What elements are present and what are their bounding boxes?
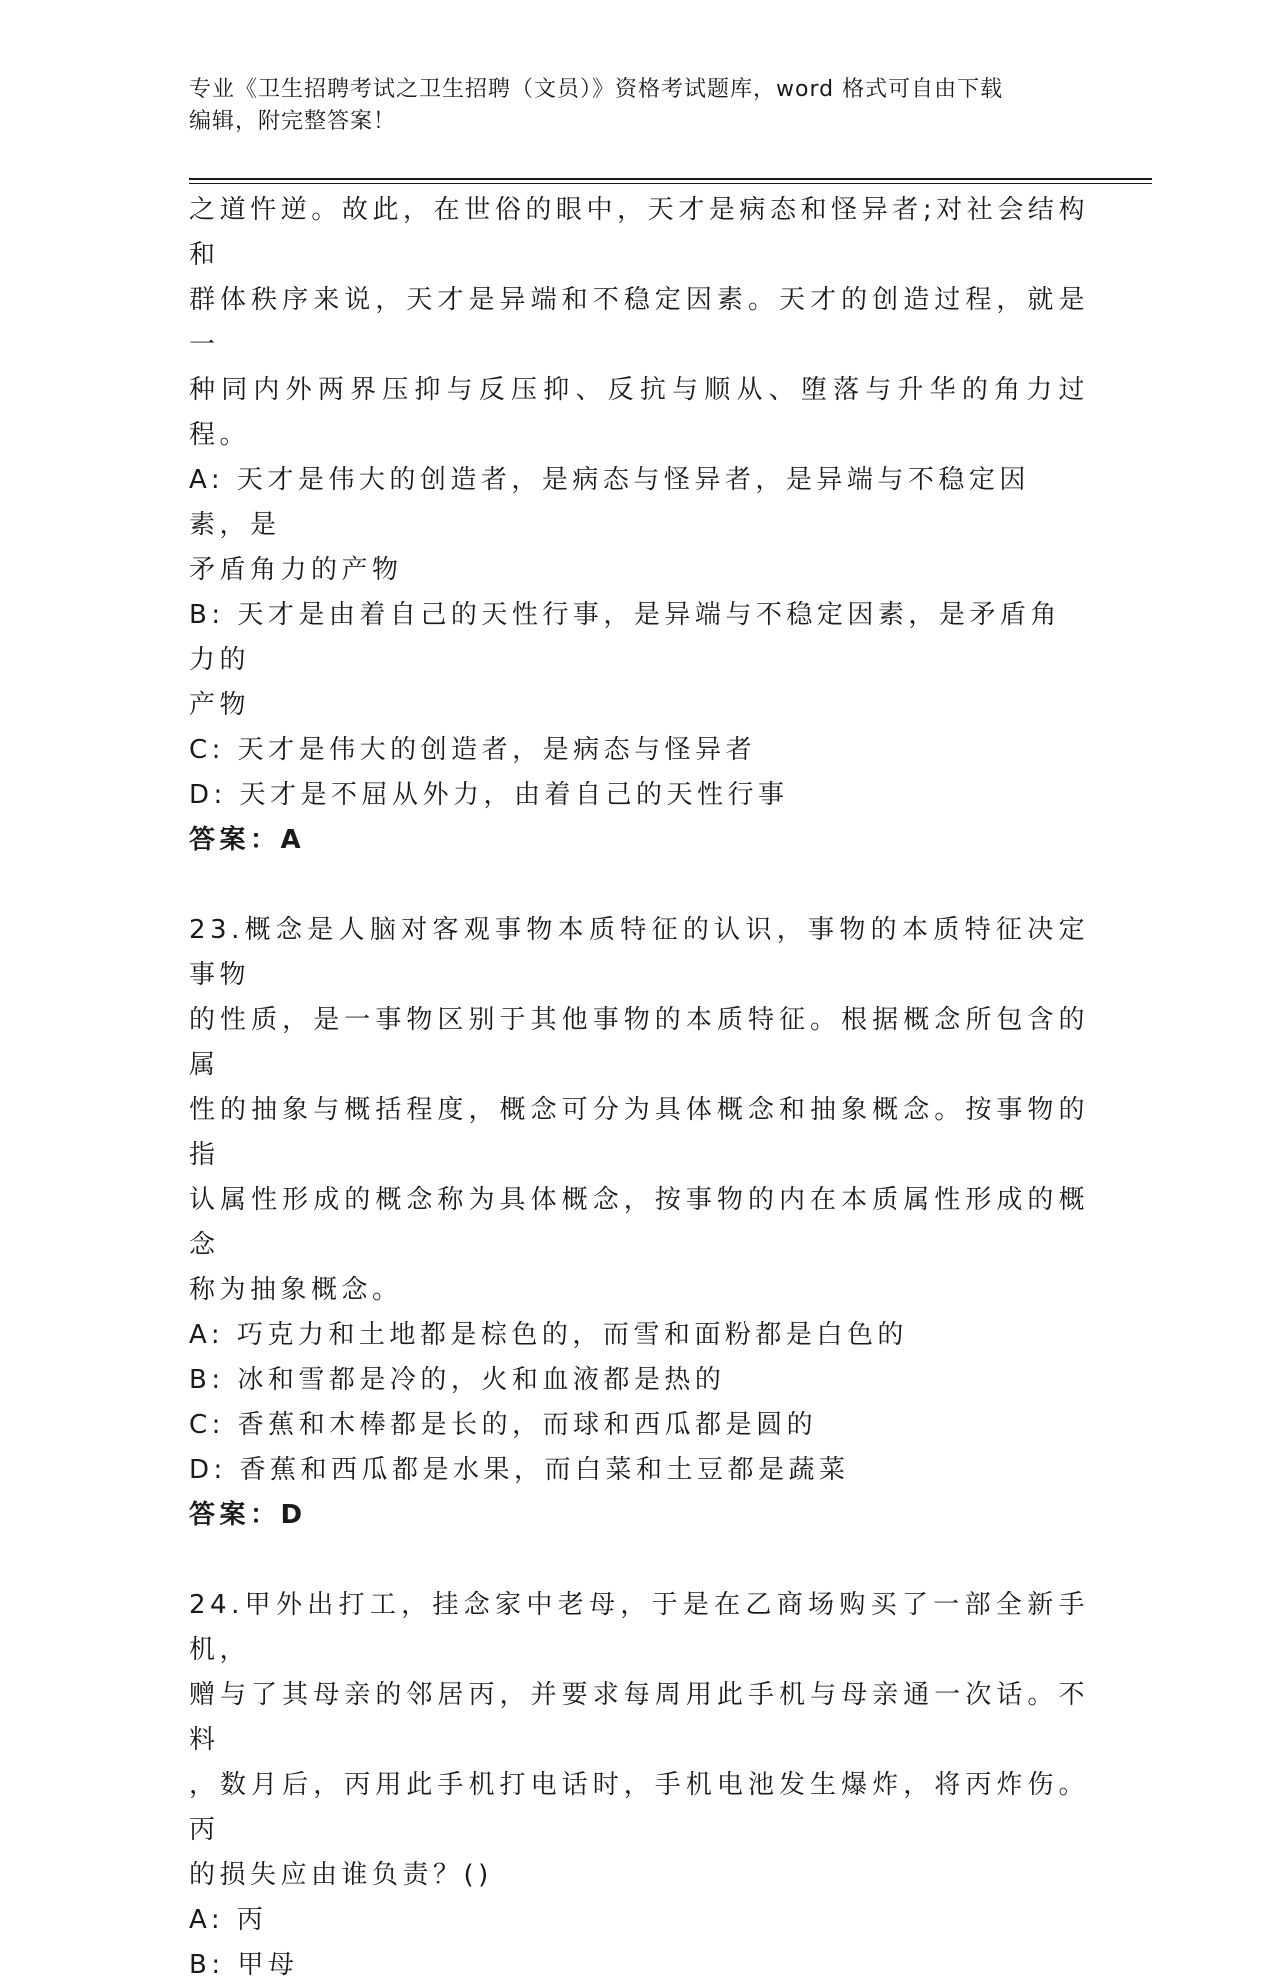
question-22-stem-line: 种同内外两界压抑与反压抑、反抗与顺从、堕落与升华的角力过程。 [189, 375, 1089, 450]
question-22-option-d: D: 天才是不屈从外力，由着自己的天性行事 [189, 780, 789, 810]
question-23-stem-line: 称为抽象概念。 [189, 1275, 403, 1305]
question-23 [189, 908, 1089, 1538]
question-24-stem-line: ，数月后，丙用此手机打电话时，手机电池发生爆炸，将丙炸伤。丙 [189, 1770, 1089, 1845]
question-22-stem-line: 群体秩序来说，天才是异端和不稳定因素。天才的创造过程，就是一 [189, 285, 1089, 360]
question-spacer [189, 863, 1089, 908]
question-22-option-a: A: 天才是伟大的创造者，是病态与怪异者，是异端与不稳定因素，是 [189, 465, 1030, 540]
header-line-2: 编辑，附完整答案！ [189, 109, 397, 134]
question-22-option-a-cont: 矛盾角力的产物 [189, 555, 403, 585]
question-23-option-a: A: 巧克力和土地都是棕色的，而雪和面粉都是白色的 [189, 1320, 908, 1350]
header-divider-thin [189, 183, 1152, 184]
question-22-stem-line: 之道忤逆。故此，在世俗的眼中，天才是病态和怪异者;对社会结构和 [189, 195, 1089, 270]
question-23-option-b: B: 冰和雪都是冷的，火和血液都是热的 [189, 1365, 726, 1395]
question-22-option-b-cont: 产物 [189, 690, 251, 720]
question-24-option-a: A: 丙 [189, 1905, 268, 1935]
header-divider-thick [189, 178, 1152, 180]
document-body [189, 188, 1089, 1988]
question-24-stem-line: 赠与了其母亲的邻居丙，并要求每周用此手机与母亲通一次话。不料 [189, 1680, 1089, 1755]
question-23-option-c: C: 香蕉和木棒都是长的，而球和西瓜都是圆的 [189, 1410, 818, 1440]
question-24 [189, 1583, 1089, 1988]
question-22 [189, 188, 1089, 863]
question-23-option-d: D: 香蕉和西瓜都是水果，而白菜和土豆都是蔬菜 [189, 1455, 850, 1485]
page-header [189, 74, 1089, 138]
question-23-stem-line: 认属性形成的概念称为具体概念，按事物的内在本质属性形成的概念 [189, 1185, 1089, 1260]
question-23-stem-line: 23.概念是人脑对客观事物本质特征的认识，事物的本质特征决定事物 [189, 915, 1089, 990]
question-24-option-b: B: 甲母 [189, 1950, 299, 1980]
question-24-stem-line: 24.甲外出打工，挂念家中老母，于是在乙商场购买了一部全新手机， [189, 1590, 1089, 1665]
question-24-stem-line: 的损失应由谁负责？() [189, 1860, 493, 1890]
question-22-option-b: B: 天才是由着自己的天性行事，是异端与不稳定因素，是矛盾角力的 [189, 600, 1061, 675]
question-23-stem-line: 性的抽象与概括程度，概念可分为具体概念和抽象概念。按事物的指 [189, 1095, 1089, 1170]
question-22-answer: 答案：A [189, 825, 306, 855]
question-23-answer: 答案：D [189, 1500, 307, 1530]
question-spacer [189, 1538, 1089, 1583]
question-23-stem-line: 的性质，是一事物区别于其他事物的本质特征。根据概念所包含的属 [189, 1005, 1089, 1080]
header-line-1: 专业《卫生招聘考试之卫生招聘（文员）》资格考试题库，word 格式可自由下载 [189, 77, 1004, 102]
question-22-option-c: C: 天才是伟大的创造者，是病态与怪异者 [189, 735, 757, 765]
